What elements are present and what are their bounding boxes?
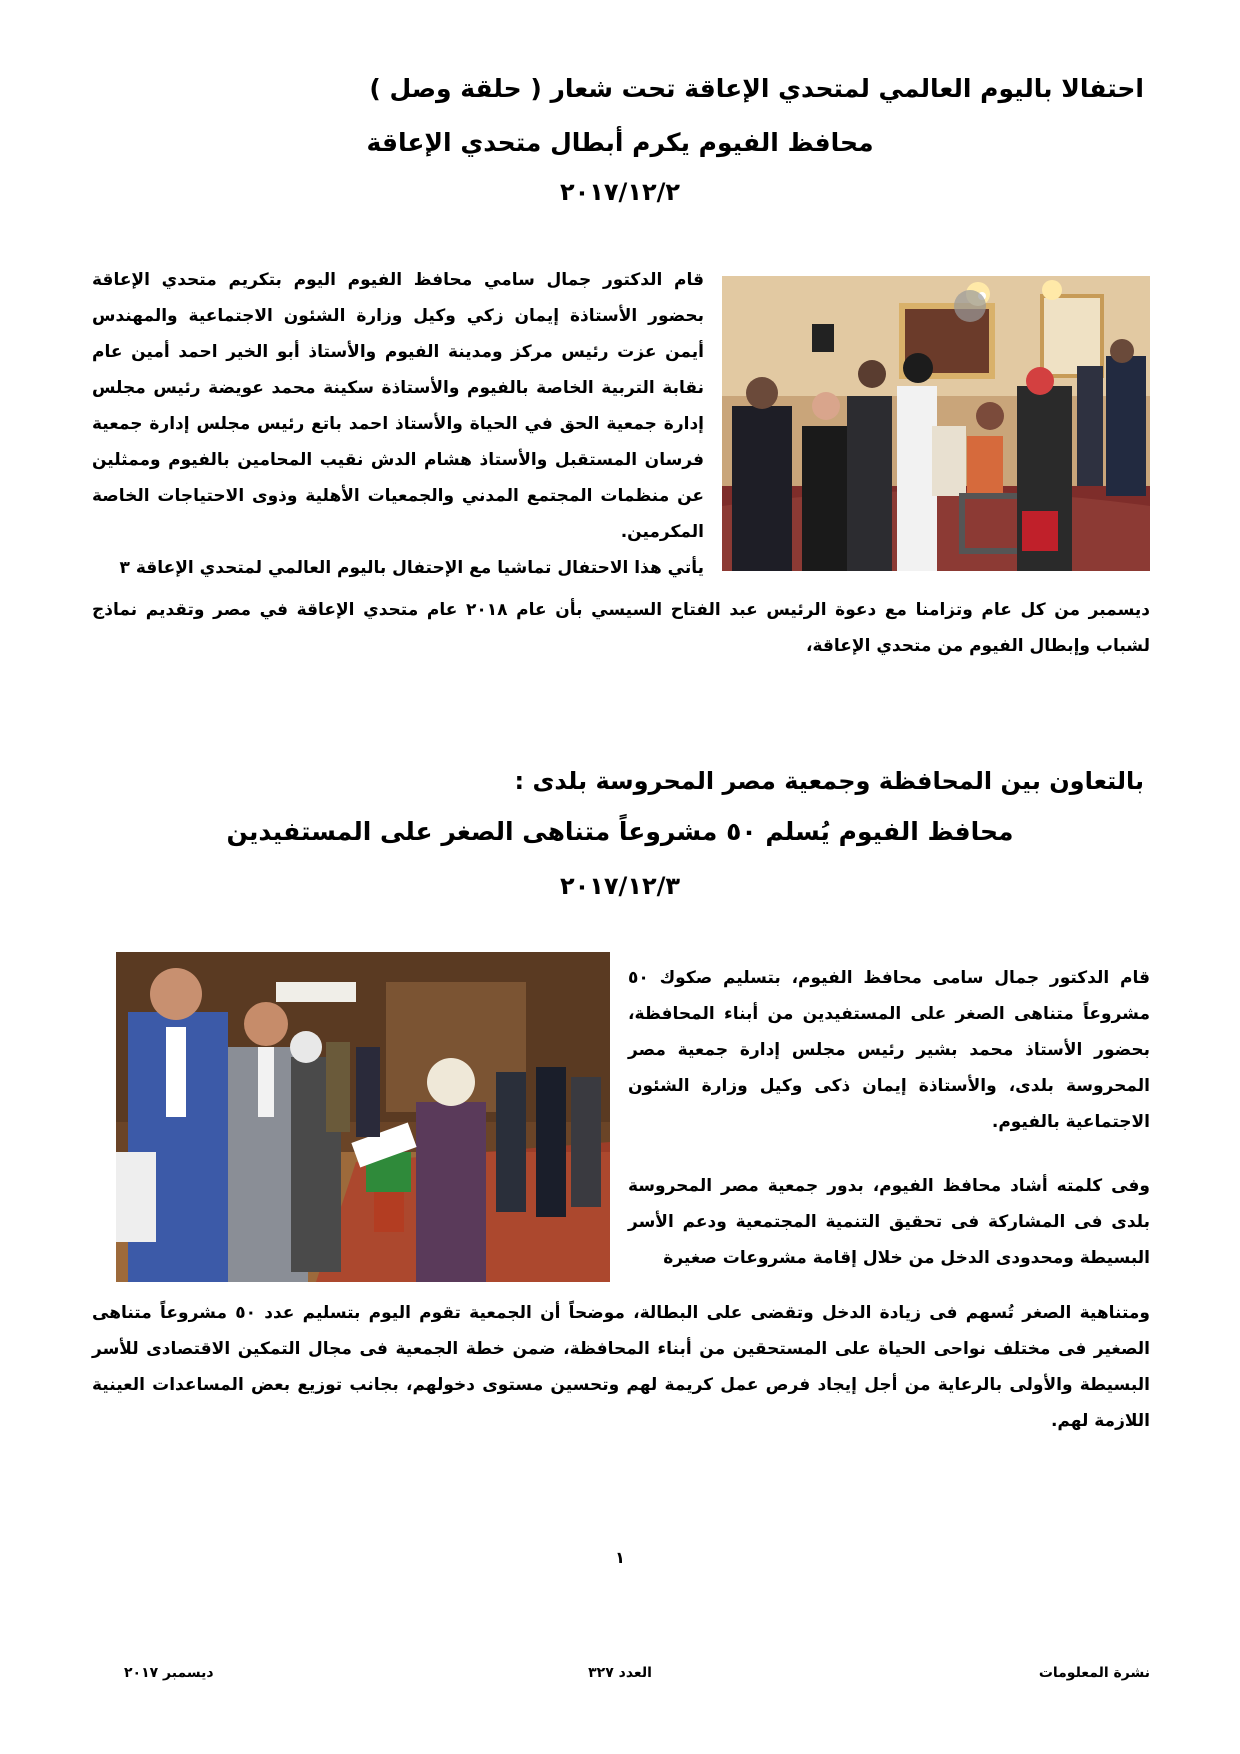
article2-photo bbox=[116, 952, 610, 1282]
article1-headline: احتفالا باليوم العالمي لمتحدي الإعاقة تحت شعار ( حلقة وصل ) bbox=[369, 74, 1144, 103]
article1-subheadline: محافظ الفيوم يكرم أبطال متحدي الإعاقة bbox=[366, 128, 874, 157]
article1-paragraph2-start: يأتي هذا الاحتفال تماشيا مع الإحتفال باليوم العالمي لمتحدي الإعاقة ٣ bbox=[119, 558, 704, 578]
award-ceremony-image bbox=[722, 276, 1150, 571]
article1-date: ٢٠١٧/١٢/٢ bbox=[559, 178, 681, 206]
article1-paragraph2-rest: ديسمبر من كل عام وتزامنا مع دعوة الرئيس عبد الفتاح السيسي بأن عام ٢٠١٨ عام متحدي الإعاقة في مصر وتقديم نماذج لشباب وإبطال الفيوم من متحدي الإعاقة، bbox=[92, 600, 1150, 656]
footer-issue: العدد ٣٢٧ bbox=[588, 1665, 652, 1681]
article2-date: ٢٠١٧/١٢/٣ bbox=[559, 872, 681, 900]
article1-paragraph1: قام الدكتور جمال سامي محافظ الفيوم اليوم بتكريم متحدي الإعاقة بحضور الأستاذة إيمان زكي وكيل وزارة الشئون الاجتماعية والمهندس أيمن عزت رئيس مركز ومدينة الفيوم والأستاذ أبو الخير احمد أمين عام نقابة التربية الخاصة بالفيوم والأستاذة سكينة محمد عويضة رئيس مجلس إدارة جمعية الحق في الحياة والأستاذ احمد باتع رئيس مجلس إدارة جمعية فرسان المستقبل والأستاذ هشام الدش نقيب المحامين بالفيوم وممثلين عن منظمات المجتمع المدني والجمعيات الأهلية وذوى الاحتياجات الخاصة المكرمين. bbox=[92, 270, 704, 542]
article2-paragraph2-start: وفى كلمته أشاد محافظ الفيوم، بدور جمعية مصر المحروسة بلدى فى المشاركة فى تحقيق التنمية المجتمعية ودعم الأسر البسيطة ومحدودى الدخل من خلال إقامة مشروعات صغيرة bbox=[628, 1176, 1150, 1268]
article2-paragraph2-rest: ومتناهية الصغر تُسهم فى زيادة الدخل وتقضى على البطالة، موضحاً أن الجمعية تقوم اليوم بتسليم عدد ٥٠ مشروعاً متناهى الصغير فى مختلف نواحى الحياة على المستحقين من أبناء المحافظة، ضمن خطة الجمعية فى مجال التمكين الاقتصادى للأسر البسيطة والأولى بالرعاية من أجل إيجاد فرص عمل كريمة لهم وتحسين مستوى دخولهم، بجانب توزيع بعض المساعدات العينية اللازمة لهم. bbox=[92, 1303, 1151, 1431]
footer-date: ديسمبر ٢٠١٧ bbox=[124, 1665, 214, 1681]
project-handover-image bbox=[116, 952, 610, 1282]
article2-headline: بالتعاون بين المحافظة وجمعية مصر المحروسة بلدى : bbox=[514, 767, 1144, 795]
footer-publication-name: نشرة المعلومات bbox=[1038, 1665, 1150, 1681]
article2-subheadline: محافظ الفيوم يُسلم ٥٠ مشروعاً متناهى الصغر على المستفيدين bbox=[226, 817, 1014, 846]
article1-photo bbox=[722, 276, 1150, 571]
article2-paragraph1: قام الدكتور جمال سامى محافظ الفيوم، بتسليم صكوك ٥٠ مشروعاً متناهى الصغر على المستفيدين من أبناء المحافظة، بحضور الأستاذ محمد بشير رئيس مجلس إدارة جمعية مصر المحروسة بلدى، والأستاذة إيمان ذكى وكيل وزارة الشئون الاجتماعية بالفيوم. bbox=[628, 968, 1150, 1132]
page-number: ١ bbox=[615, 1548, 625, 1567]
